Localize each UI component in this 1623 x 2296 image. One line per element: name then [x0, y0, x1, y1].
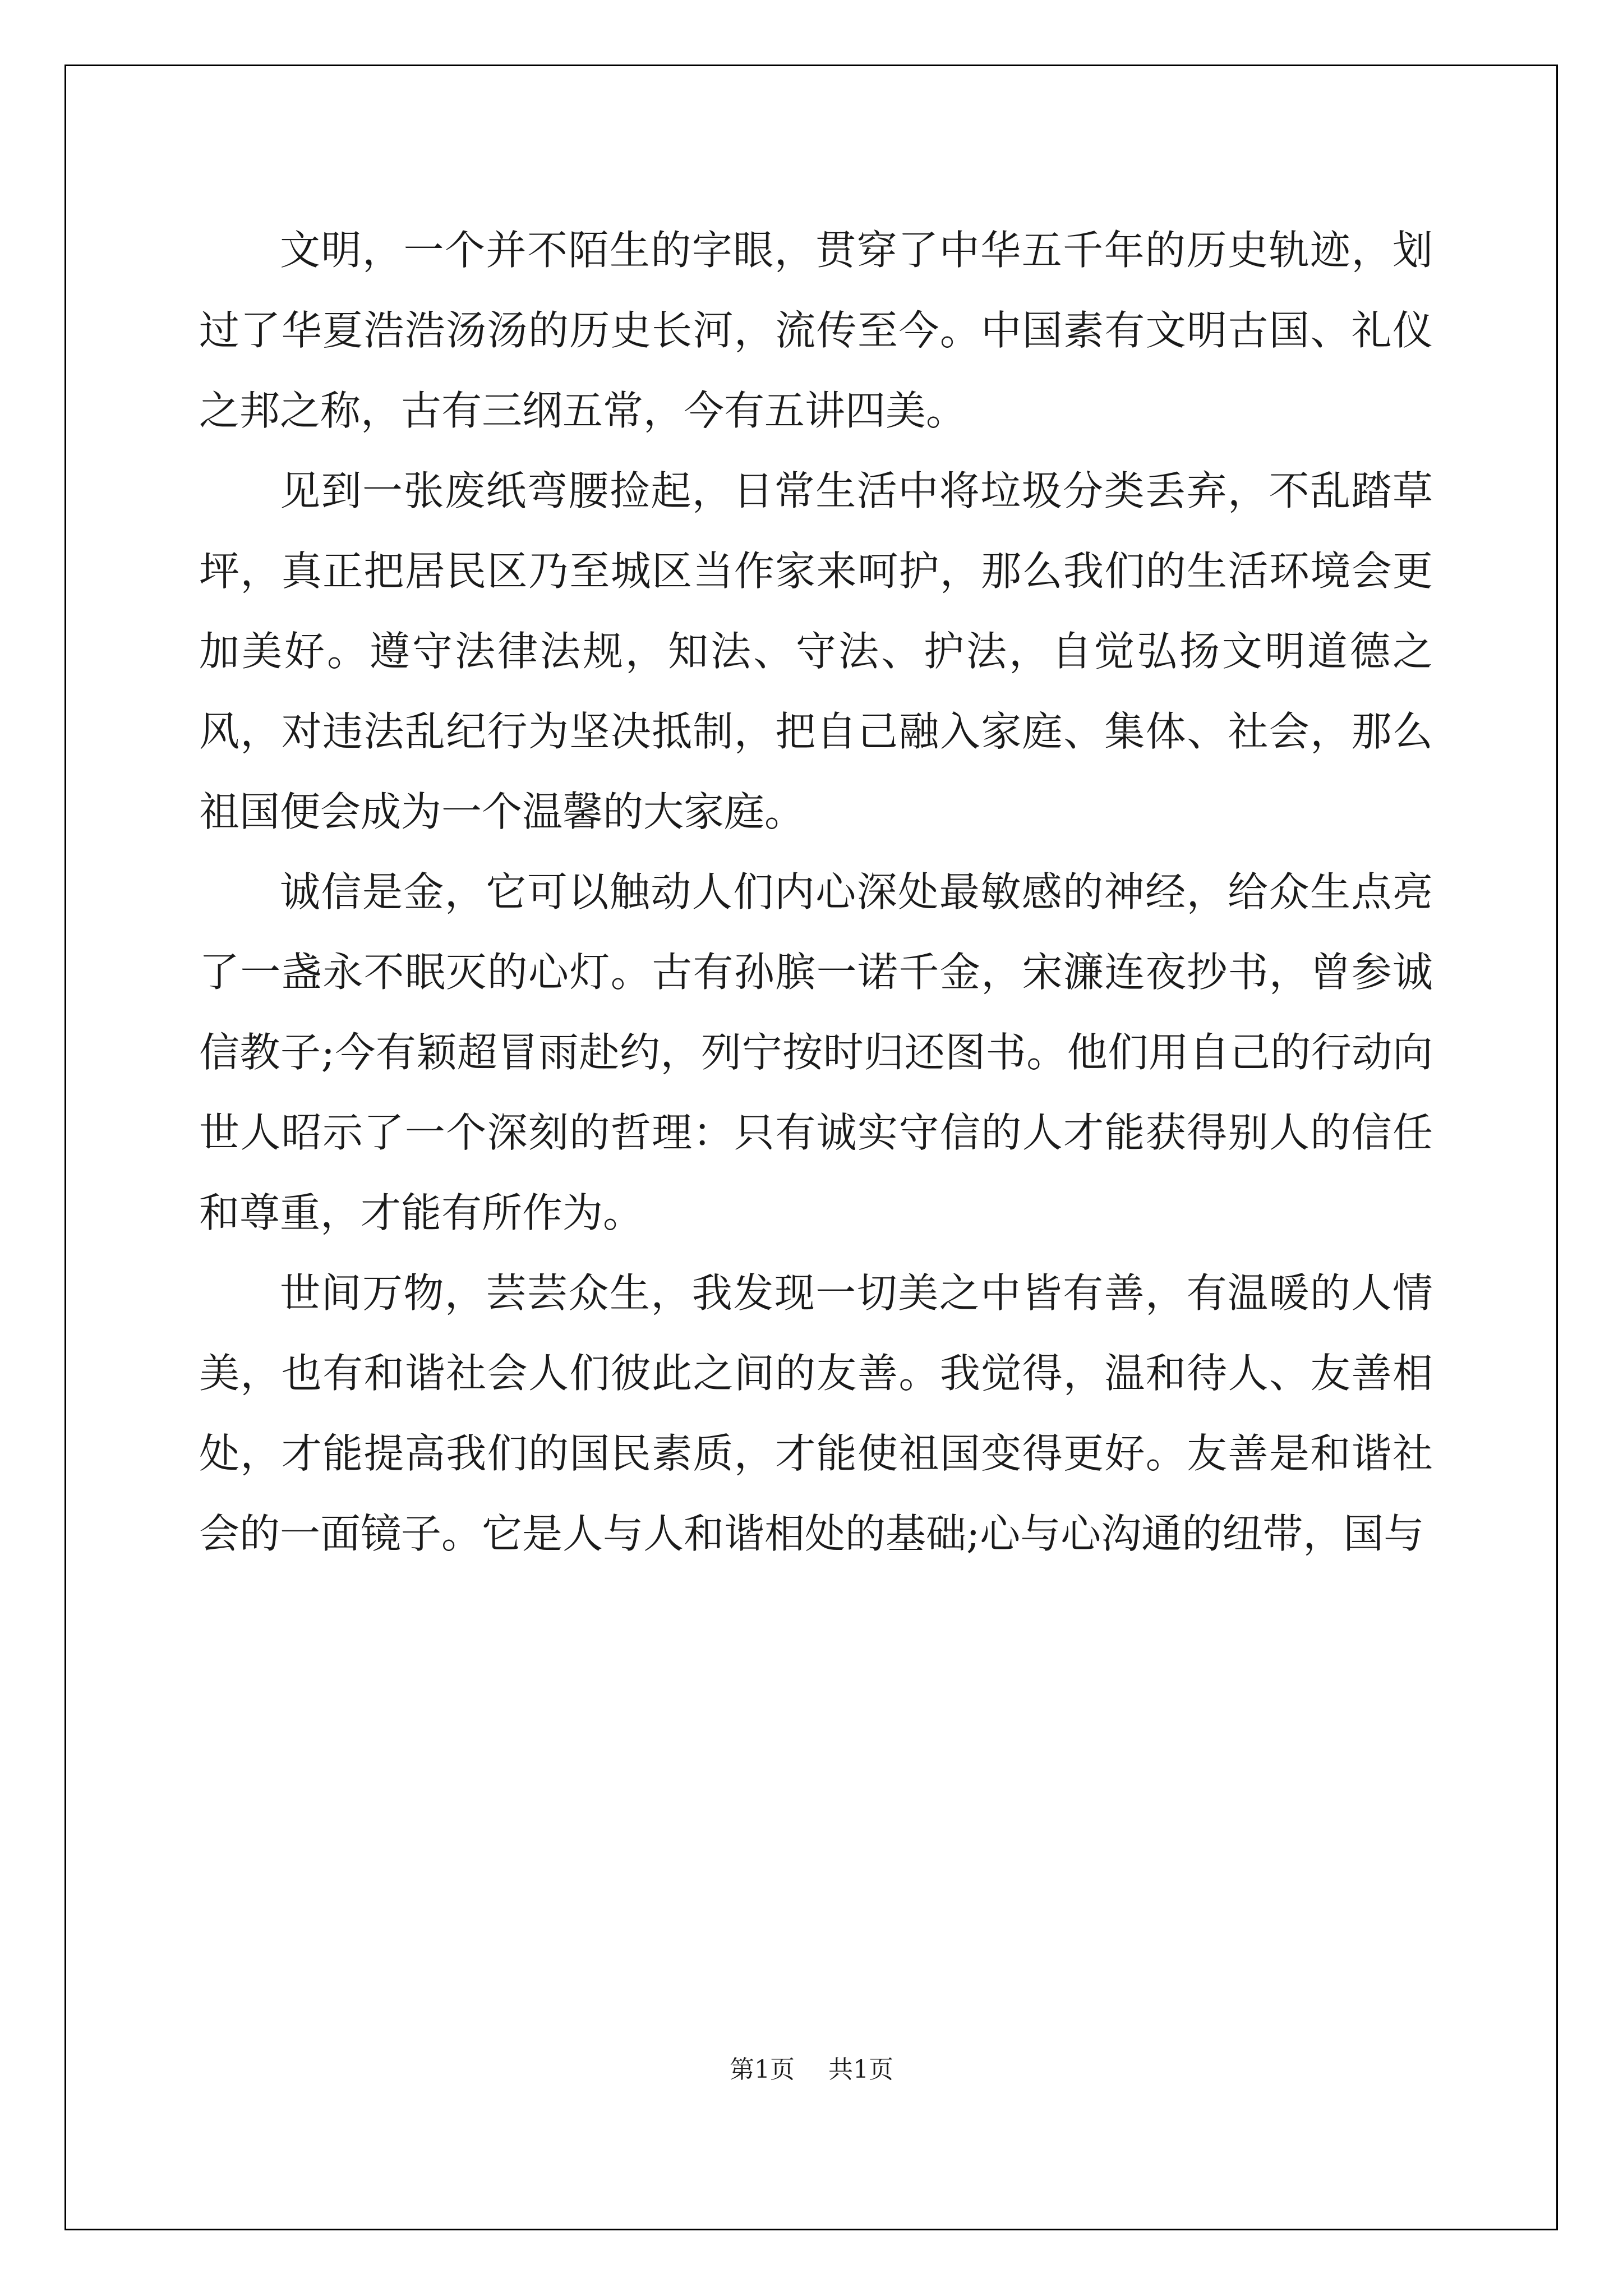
page-number: 第1页 — [730, 2055, 795, 2084]
paragraph-1: 文明，一个并不陌生的字眼，贯穿了中华五千年的历史轨迹，划过了华夏浩浩汤汤的历史长河，流传至今。中国素有文明古国、礼仪之邦之称，古有三纲五常，今有五讲四美。 — [199, 227, 1433, 434]
document-body — [199, 210, 1433, 1574]
paragraph-3: 诚信是金，它可以触动人们内心深处最敏感的神经，给众生点亮了一盏永不眠灭的心灯。古有孙膑一诺千金，宋濂连夜抄书，曾参诚信教子;今有颖超冒雨赴约，列宁按时归还图书。他们用自己的行动向世人昭示了一个深刻的哲理：只有诚实守信的人才能获得别人的信任和尊重，才能有所作为。 — [199, 868, 1433, 1236]
page-total: 共1页 — [828, 2055, 893, 2084]
paragraph-2: 见到一张废纸弯腰捡起，日常生活中将垃圾分类丢弃，不乱踏草坪，真正把居民区乃至城区当作家来呵护，那么我们的生活环境会更加美好。遵守法律法规，知法、守法、护法，自觉弘扬文明道德之风，对违法乱纪行为坚决抵制，把自己融入家庭、集体、社会，那么祖国便会成为一个温馨的大家庭。 — [199, 467, 1433, 835]
paragraph-4: 世间万物，芸芸众生，我发现一切美之中皆有善，有温暖的人情美，也有和谐社会人们彼此之间的友善。我觉得，温和待人、友善相处，才能提高我们的国民素质，才能使祖国变得更好。友善是和谐社会的一面镜子。它是人与人和谐相处的基础;心与心沟通的纽带，国与 — [199, 1269, 1433, 1557]
page-footer — [0, 2053, 1623, 2087]
